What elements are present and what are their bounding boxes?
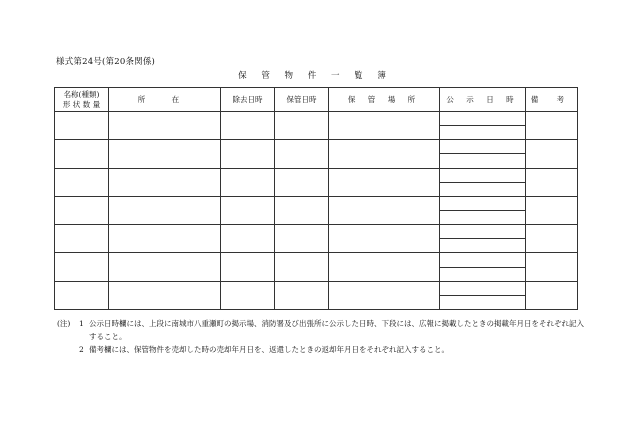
cell-notice-date-lower[interactable] [440,154,526,168]
cell-remarks[interactable] [526,253,578,281]
cell-storage-place[interactable] [329,281,440,309]
cell-storage-date[interactable] [275,196,329,224]
table-row [55,281,578,295]
cell-removal-date[interactable] [221,253,275,281]
cell-notice-date-lower[interactable] [440,239,526,253]
cell-notice-date-lower[interactable] [440,210,526,224]
note-text: 公示日時欄には、上段に南城市八重瀬町の掲示場、消防署及び出張所に公示した日時、下段には、広報に掲載したときの掲載年月日をそれぞれ記入すること。 [89,319,584,341]
cell-storage-place[interactable] [329,140,440,168]
cell-name-quantity[interactable] [55,253,109,281]
cell-storage-date[interactable] [275,168,329,196]
header-storage-place: 保 管 場 所 [329,88,440,112]
cell-storage-date[interactable] [275,253,329,281]
table-row [55,196,578,210]
cell-removal-date[interactable] [221,225,275,253]
cell-name-quantity[interactable] [55,225,109,253]
cell-location[interactable] [109,168,221,196]
note-lead: (注) [57,319,71,328]
note-item-2 [57,343,587,356]
form-number: 様式第24号(第20条関係) [56,57,156,67]
page-title: 保 管 物 件 一 覧 簿 [238,71,392,81]
cell-storage-date[interactable] [275,140,329,168]
cell-notice-date-lower[interactable] [440,182,526,196]
table-row [55,253,578,267]
notes [57,317,587,356]
cell-location[interactable] [109,225,221,253]
header-name-line2: 形 状 数 量 [62,99,101,109]
note-number: 1 [79,319,84,328]
cell-notice-date-lower[interactable] [440,295,526,309]
cell-name-quantity[interactable] [55,140,109,168]
header-remarks: 備 考 [526,88,578,112]
cell-notice-date-upper[interactable] [440,253,526,267]
cell-storage-place[interactable] [329,253,440,281]
table-row [55,112,578,126]
header-removal-date: 除去日時 [221,88,275,112]
note-item-1 [57,317,587,343]
cell-location[interactable] [109,196,221,224]
header-row [55,88,578,112]
register-body [55,112,578,310]
header-location: 所 在 [109,88,221,112]
cell-remarks[interactable] [526,225,578,253]
cell-storage-date[interactable] [275,112,329,140]
cell-name-quantity[interactable] [55,281,109,309]
cell-remarks[interactable] [526,281,578,309]
cell-name-quantity[interactable] [55,112,109,140]
cell-removal-date[interactable] [221,196,275,224]
cell-remarks[interactable] [526,168,578,196]
cell-notice-date-lower[interactable] [440,126,526,140]
cell-storage-place[interactable] [329,196,440,224]
cell-notice-date-upper[interactable] [440,281,526,295]
cell-remarks[interactable] [526,140,578,168]
cell-notice-date-upper[interactable] [440,112,526,126]
cell-location[interactable] [109,140,221,168]
cell-storage-date[interactable] [275,225,329,253]
header-storage-date: 保管日時 [275,88,329,112]
cell-remarks[interactable] [526,112,578,140]
table-row [55,225,578,239]
cell-removal-date[interactable] [221,112,275,140]
cell-name-quantity[interactable] [55,196,109,224]
cell-removal-date[interactable] [221,168,275,196]
cell-storage-place[interactable] [329,112,440,140]
cell-name-quantity[interactable] [55,168,109,196]
cell-remarks[interactable] [526,196,578,224]
cell-notice-date-upper[interactable] [440,225,526,239]
cell-storage-place[interactable] [329,225,440,253]
cell-location[interactable] [109,281,221,309]
table-row [55,168,578,182]
cell-notice-date-lower[interactable] [440,267,526,281]
cell-removal-date[interactable] [221,281,275,309]
register-table [54,87,578,310]
cell-notice-date-upper[interactable] [440,196,526,210]
cell-storage-date[interactable] [275,281,329,309]
note-number: 2 [79,345,84,354]
cell-removal-date[interactable] [221,140,275,168]
header-name-quantity [55,88,109,112]
note-text: 備考欄には、保管物件を売却した時の売却年月日を、返還したときの返却年月日をそれぞれ記入すること。 [89,345,449,354]
cell-notice-date-upper[interactable] [440,168,526,182]
table-row [55,140,578,154]
cell-location[interactable] [109,112,221,140]
header-notice-date: 公 示 日 時 [440,88,526,112]
cell-storage-place[interactable] [329,168,440,196]
cell-notice-date-upper[interactable] [440,140,526,154]
cell-location[interactable] [109,253,221,281]
header-name-line1: 名称(種類) [63,89,100,99]
